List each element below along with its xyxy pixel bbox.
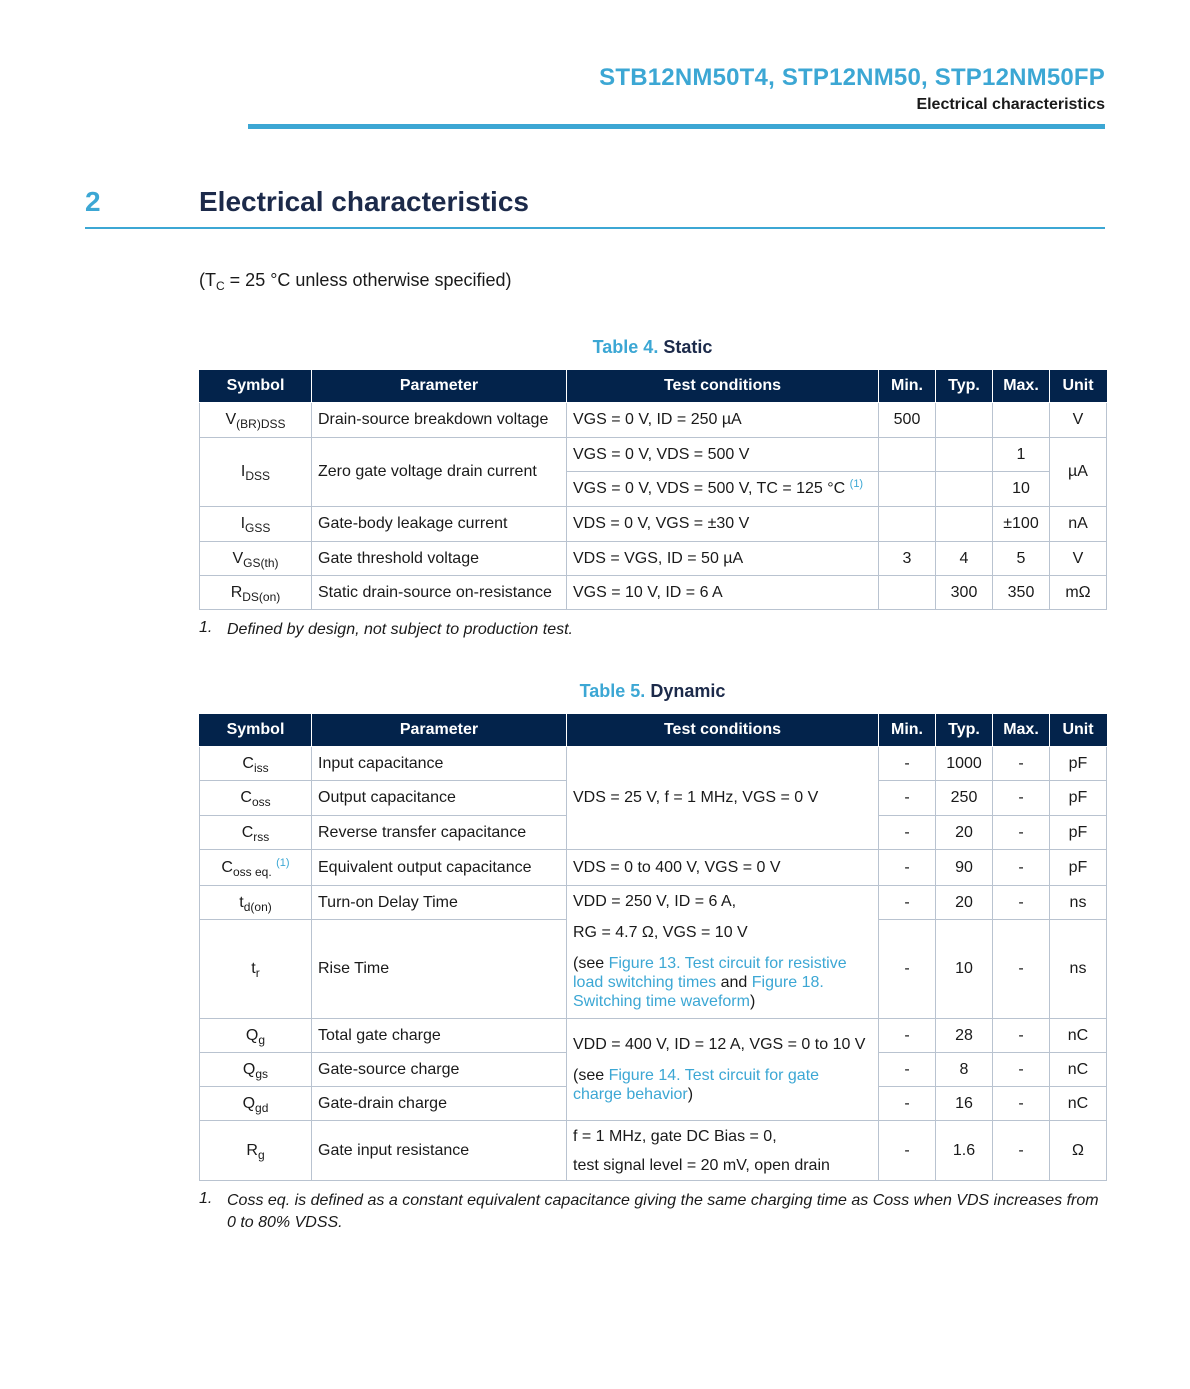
symbol-cell: $C_{oss}$ bbox=[200, 781, 312, 816]
max-cell: - bbox=[993, 781, 1050, 816]
parameter-cell: Static drain-source on-resistance bbox=[312, 576, 567, 610]
symbol-cell: $I_{DSS}$ bbox=[200, 438, 312, 507]
condition-cell: VDS = 25 V, f = 1 MHz, VGS = 0 V bbox=[567, 747, 879, 850]
symbol-cell: $C_{oss eq.}$ $^{(1)}$ bbox=[200, 850, 312, 886]
unit-cell: pF bbox=[1050, 747, 1107, 781]
col-parameter: Parameter bbox=[312, 714, 567, 747]
parameter-cell: Zero gate voltage drain current bbox=[312, 438, 567, 507]
min-cell: - bbox=[879, 816, 936, 850]
symbol-cell: $R_g$ bbox=[200, 1121, 312, 1181]
condition-cell: VGS = 10 V, ID = 6 A bbox=[567, 576, 879, 610]
header-rule bbox=[248, 124, 1105, 129]
max-cell: 5 bbox=[993, 542, 1050, 576]
symbol-cell: $V_{(BR)DSS}$ bbox=[200, 403, 312, 438]
condition-cell: VDS = 0 to 400 V, VGS = 0 V bbox=[567, 850, 879, 886]
max-cell: - bbox=[993, 850, 1050, 886]
col-max: Max. bbox=[993, 370, 1050, 403]
max-cell: 10 bbox=[993, 472, 1050, 507]
parameter-cell: Output capacitance bbox=[312, 781, 567, 816]
document-header bbox=[599, 64, 1105, 114]
min-cell: - bbox=[879, 1121, 936, 1181]
max-cell: - bbox=[993, 747, 1050, 781]
static-table-footnote: 1. Defined by design, not subject to production test. bbox=[199, 619, 573, 638]
col-symbol: Symbol bbox=[200, 370, 312, 403]
parameter-cell: Total gate charge bbox=[312, 1019, 567, 1053]
table-row bbox=[200, 1019, 1107, 1053]
max-cell: 350 bbox=[993, 576, 1050, 610]
typ-cell: 16 bbox=[936, 1087, 993, 1121]
parameter-cell: Reverse transfer capacitance bbox=[312, 816, 567, 850]
unit-cell: ns bbox=[1050, 920, 1107, 1019]
parameter-cell: Gate input resistance bbox=[312, 1121, 567, 1181]
max-cell bbox=[993, 403, 1050, 438]
footnote-ref[interactable]: (1) bbox=[849, 478, 864, 490]
parameter-cell: Gate-source charge bbox=[312, 1053, 567, 1087]
table-header-row bbox=[200, 370, 1107, 403]
symbol-cell: $t_{d(on)}$ bbox=[200, 886, 312, 920]
figure-13-link[interactable]: Figure 13. Test circuit for resistive load switching times bbox=[573, 955, 847, 991]
unit-cell: V bbox=[1050, 542, 1107, 576]
condition-cell: VGS = 0 V, ID = 250 µA bbox=[567, 403, 879, 438]
max-cell: - bbox=[993, 1019, 1050, 1053]
col-max: Max. bbox=[993, 714, 1050, 747]
typ-cell: 10 bbox=[936, 920, 993, 1019]
col-typ: Typ. bbox=[936, 714, 993, 747]
col-min: Min. bbox=[879, 714, 936, 747]
unit-cell: pF bbox=[1050, 816, 1107, 850]
unit-cell: nA bbox=[1050, 507, 1107, 542]
table-row bbox=[200, 1121, 1107, 1181]
table-5-caption: Table 5. Dynamic bbox=[579, 681, 726, 701]
min-cell: 3 bbox=[879, 542, 936, 576]
unit-cell: pF bbox=[1050, 781, 1107, 816]
symbol-cell: $Q_{gs}$ bbox=[200, 1053, 312, 1087]
typ-cell: 4 bbox=[936, 542, 993, 576]
symbol-cell: $C_{iss}$ bbox=[200, 747, 312, 781]
col-min: Min. bbox=[879, 370, 936, 403]
col-symbol: Symbol bbox=[200, 714, 312, 747]
typ-cell: 90 bbox=[936, 850, 993, 886]
col-test-conditions: Test conditions bbox=[567, 714, 879, 747]
typ-cell: 28 bbox=[936, 1019, 993, 1053]
symbol-cell: $C_{rss}$ bbox=[200, 816, 312, 850]
typ-cell bbox=[936, 507, 993, 542]
typ-cell bbox=[936, 403, 993, 438]
typ-cell bbox=[936, 438, 993, 472]
min-cell: 500 bbox=[879, 403, 936, 438]
parameter-cell: Gate-body leakage current bbox=[312, 507, 567, 542]
min-cell bbox=[879, 507, 936, 542]
col-parameter: Parameter bbox=[312, 370, 567, 403]
table-row bbox=[200, 507, 1107, 542]
condition-cell: VDD = 250 V, ID = 6 A, RG = 4.7 Ω, VGS = 10 V (see Figure 13. Test circuit for resistive load switching times and Figure 18. Switching time waveform) bbox=[567, 886, 879, 1019]
table-row bbox=[200, 850, 1107, 886]
condition-cell: VGS = 0 V, VDS = 500 V, TC = 125 °C $^{(1)}$ bbox=[567, 472, 879, 507]
min-cell: - bbox=[879, 1053, 936, 1087]
symbol-cell: $I_{GSS}$ bbox=[200, 507, 312, 542]
dynamic-table-footnote: 1. Coss eq. is defined as a constant equivalent capacitance giving the same charging time as Coss when VDS increases from 0 to 80% VDSS. bbox=[199, 1190, 1099, 1231]
section-title: Electrical characteristics bbox=[199, 186, 529, 217]
table-4-caption: Table 4. Static bbox=[592, 337, 713, 357]
max-cell: - bbox=[993, 816, 1050, 850]
document-subtitle: Electrical characteristics bbox=[916, 96, 1105, 113]
parameter-cell: Turn-on Delay Time bbox=[312, 886, 567, 920]
footnote-ref[interactable]: (1) bbox=[276, 856, 290, 869]
conditions-note: ($T_C = 25$ °C unless otherwise specified) bbox=[199, 270, 512, 293]
typ-cell: 250 bbox=[936, 781, 993, 816]
unit-cell: V bbox=[1050, 403, 1107, 438]
symbol-cell: $R_{DS(on)}$ bbox=[200, 576, 312, 610]
min-cell: - bbox=[879, 1087, 936, 1121]
max-cell: - bbox=[993, 1053, 1050, 1087]
unit-cell: Ω bbox=[1050, 1121, 1107, 1181]
table-row bbox=[200, 886, 1107, 920]
unit-cell: mΩ bbox=[1050, 576, 1107, 610]
max-cell: 1 bbox=[993, 438, 1050, 472]
max-cell: - bbox=[993, 920, 1050, 1019]
parameter-cell: Rise Time bbox=[312, 920, 567, 1019]
table-row bbox=[200, 403, 1107, 438]
condition-cell: f = 1 MHz, gate DC Bias = 0, test signal level = 20 mV, open drain bbox=[567, 1121, 879, 1181]
min-cell bbox=[879, 472, 936, 507]
typ-cell bbox=[936, 472, 993, 507]
document-title: STB12NM50T4, STP12NM50, STP12NM50FP bbox=[599, 64, 1105, 91]
condition-cell: VDS = 0 V, VGS = ±30 V bbox=[567, 507, 879, 542]
table-row bbox=[200, 542, 1107, 576]
max-cell: - bbox=[993, 1121, 1050, 1181]
typ-cell: 20 bbox=[936, 816, 993, 850]
typ-cell: 1000 bbox=[936, 747, 993, 781]
max-cell: - bbox=[993, 1087, 1050, 1121]
parameter-cell: Input capacitance bbox=[312, 747, 567, 781]
col-typ: Typ. bbox=[936, 370, 993, 403]
table-row bbox=[200, 747, 1107, 781]
col-test-conditions: Test conditions bbox=[567, 370, 879, 403]
unit-cell: nC bbox=[1050, 1019, 1107, 1053]
condition-cell: VDS = VGS, ID = 50 µA bbox=[567, 542, 879, 576]
unit-cell: ns bbox=[1050, 886, 1107, 920]
typ-cell: 20 bbox=[936, 886, 993, 920]
typ-cell: 300 bbox=[936, 576, 993, 610]
min-cell bbox=[879, 438, 936, 472]
section-rule bbox=[85, 227, 1105, 229]
figure-18-link[interactable]: Figure 18. Switching time waveform bbox=[573, 974, 824, 1010]
table-row bbox=[200, 438, 1107, 472]
parameter-cell: Drain-source breakdown voltage bbox=[312, 403, 567, 438]
min-cell: - bbox=[879, 850, 936, 886]
min-cell: - bbox=[879, 781, 936, 816]
unit-cell: µA bbox=[1050, 438, 1107, 507]
min-cell bbox=[879, 576, 936, 610]
dynamic-table bbox=[199, 714, 1107, 1181]
symbol-cell: $Q_{gd}$ bbox=[200, 1087, 312, 1121]
table-row bbox=[200, 576, 1107, 610]
max-cell: ±100 bbox=[993, 507, 1050, 542]
min-cell: - bbox=[879, 886, 936, 920]
unit-cell: pF bbox=[1050, 850, 1107, 886]
static-table bbox=[199, 370, 1107, 610]
max-cell: - bbox=[993, 886, 1050, 920]
section-number: 2 bbox=[85, 186, 101, 217]
min-cell: - bbox=[879, 747, 936, 781]
symbol-cell: $V_{GS(th)}$ bbox=[200, 542, 312, 576]
min-cell: - bbox=[879, 1019, 936, 1053]
col-unit: Unit bbox=[1050, 370, 1107, 403]
condition-cell: VGS = 0 V, VDS = 500 V bbox=[567, 438, 879, 472]
col-unit: Unit bbox=[1050, 714, 1107, 747]
typ-cell: 8 bbox=[936, 1053, 993, 1087]
table-header-row bbox=[200, 714, 1107, 747]
unit-cell: nC bbox=[1050, 1053, 1107, 1087]
symbol-cell: $t_r$ bbox=[200, 920, 312, 1019]
typ-cell: 1.6 bbox=[936, 1121, 993, 1181]
symbol-cell: $Q_g$ bbox=[200, 1019, 312, 1053]
parameter-cell: Gate threshold voltage bbox=[312, 542, 567, 576]
condition-cell: VDD = 400 V, ID = 12 A, VGS = 0 to 10 V (see Figure 14. Test circuit for gate charge behavior) bbox=[567, 1019, 879, 1121]
figure-14-link[interactable]: Figure 14. Test circuit for gate charge behavior bbox=[573, 1067, 820, 1103]
min-cell: - bbox=[879, 920, 936, 1019]
unit-cell: nC bbox=[1050, 1087, 1107, 1121]
parameter-cell: Gate-drain charge bbox=[312, 1087, 567, 1121]
parameter-cell: Equivalent output capacitance bbox=[312, 850, 567, 886]
